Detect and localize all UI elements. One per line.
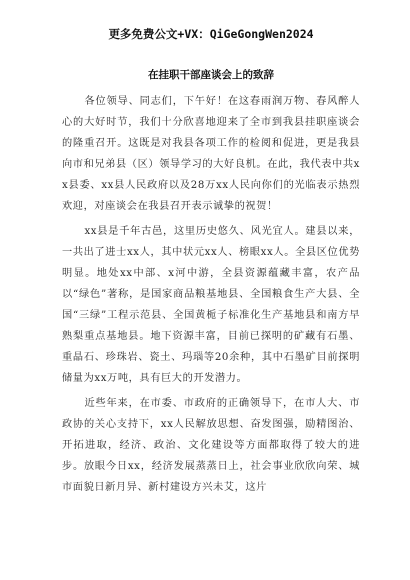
document-body: [62, 91, 360, 498]
paragraph-county-intro: xx县是千年古邑，这里历史悠久、风光宜人。建县以来，一共出了进士xx人，其中状元xx人、榜眼xx人。全县区位优势明显。地处xx中部、x河中游，全县资源蕴藏丰富，农产品以“绿色”著称，是国家商品粮基地县、全国粮食生产大县、全国“三绿”工程示范县、全国黄栀子标准化生产基地县和南方早熟梨重点基地县。地下资源丰富，目前已探明的矿藏有石墨、重晶石、珍珠岩、瓷土、玛瑙等20余种，其中石墨矿目前探明储量为xx万吨，具有巨大的开发潜力。: [62, 226, 360, 384]
promo-header: 更多免费公文+VX：QiGeGongWen2024: [108, 27, 314, 41]
paragraph-greeting: 各位领导、同志们，下午好！在这春雨润万物、春风醉人心的大好时节，我们十分欣喜地迎来了全市到我县挂职座谈会的隆重召开。这既是对我县各项工作的检阅和促进，更是我县向市和兄弟县（区）领导学习的大好良机。在此，我代表中共xx县委、xx县人民政府以及28万xx人民向你们的光临表示热烈欢迎，对座谈会在我县召开表示诚挚的祝贺！: [62, 96, 360, 212]
paragraph-recent-development: 近些年来，在市委、市政府的正确领导下，在市人大、市政协的关心支持下，xx人民解放思想、奋发图强，励精图治、开拓进取，经济、政治、文化建设等方面都取得了较大的进步。放眼今日xx，经济发展蒸蒸日上，社会事业欣欣向荣、城市面貌日新月异、新村建设方兴未艾，这片: [62, 398, 360, 493]
document-title: 在挂职干部座谈会上的致辞: [148, 69, 274, 81]
